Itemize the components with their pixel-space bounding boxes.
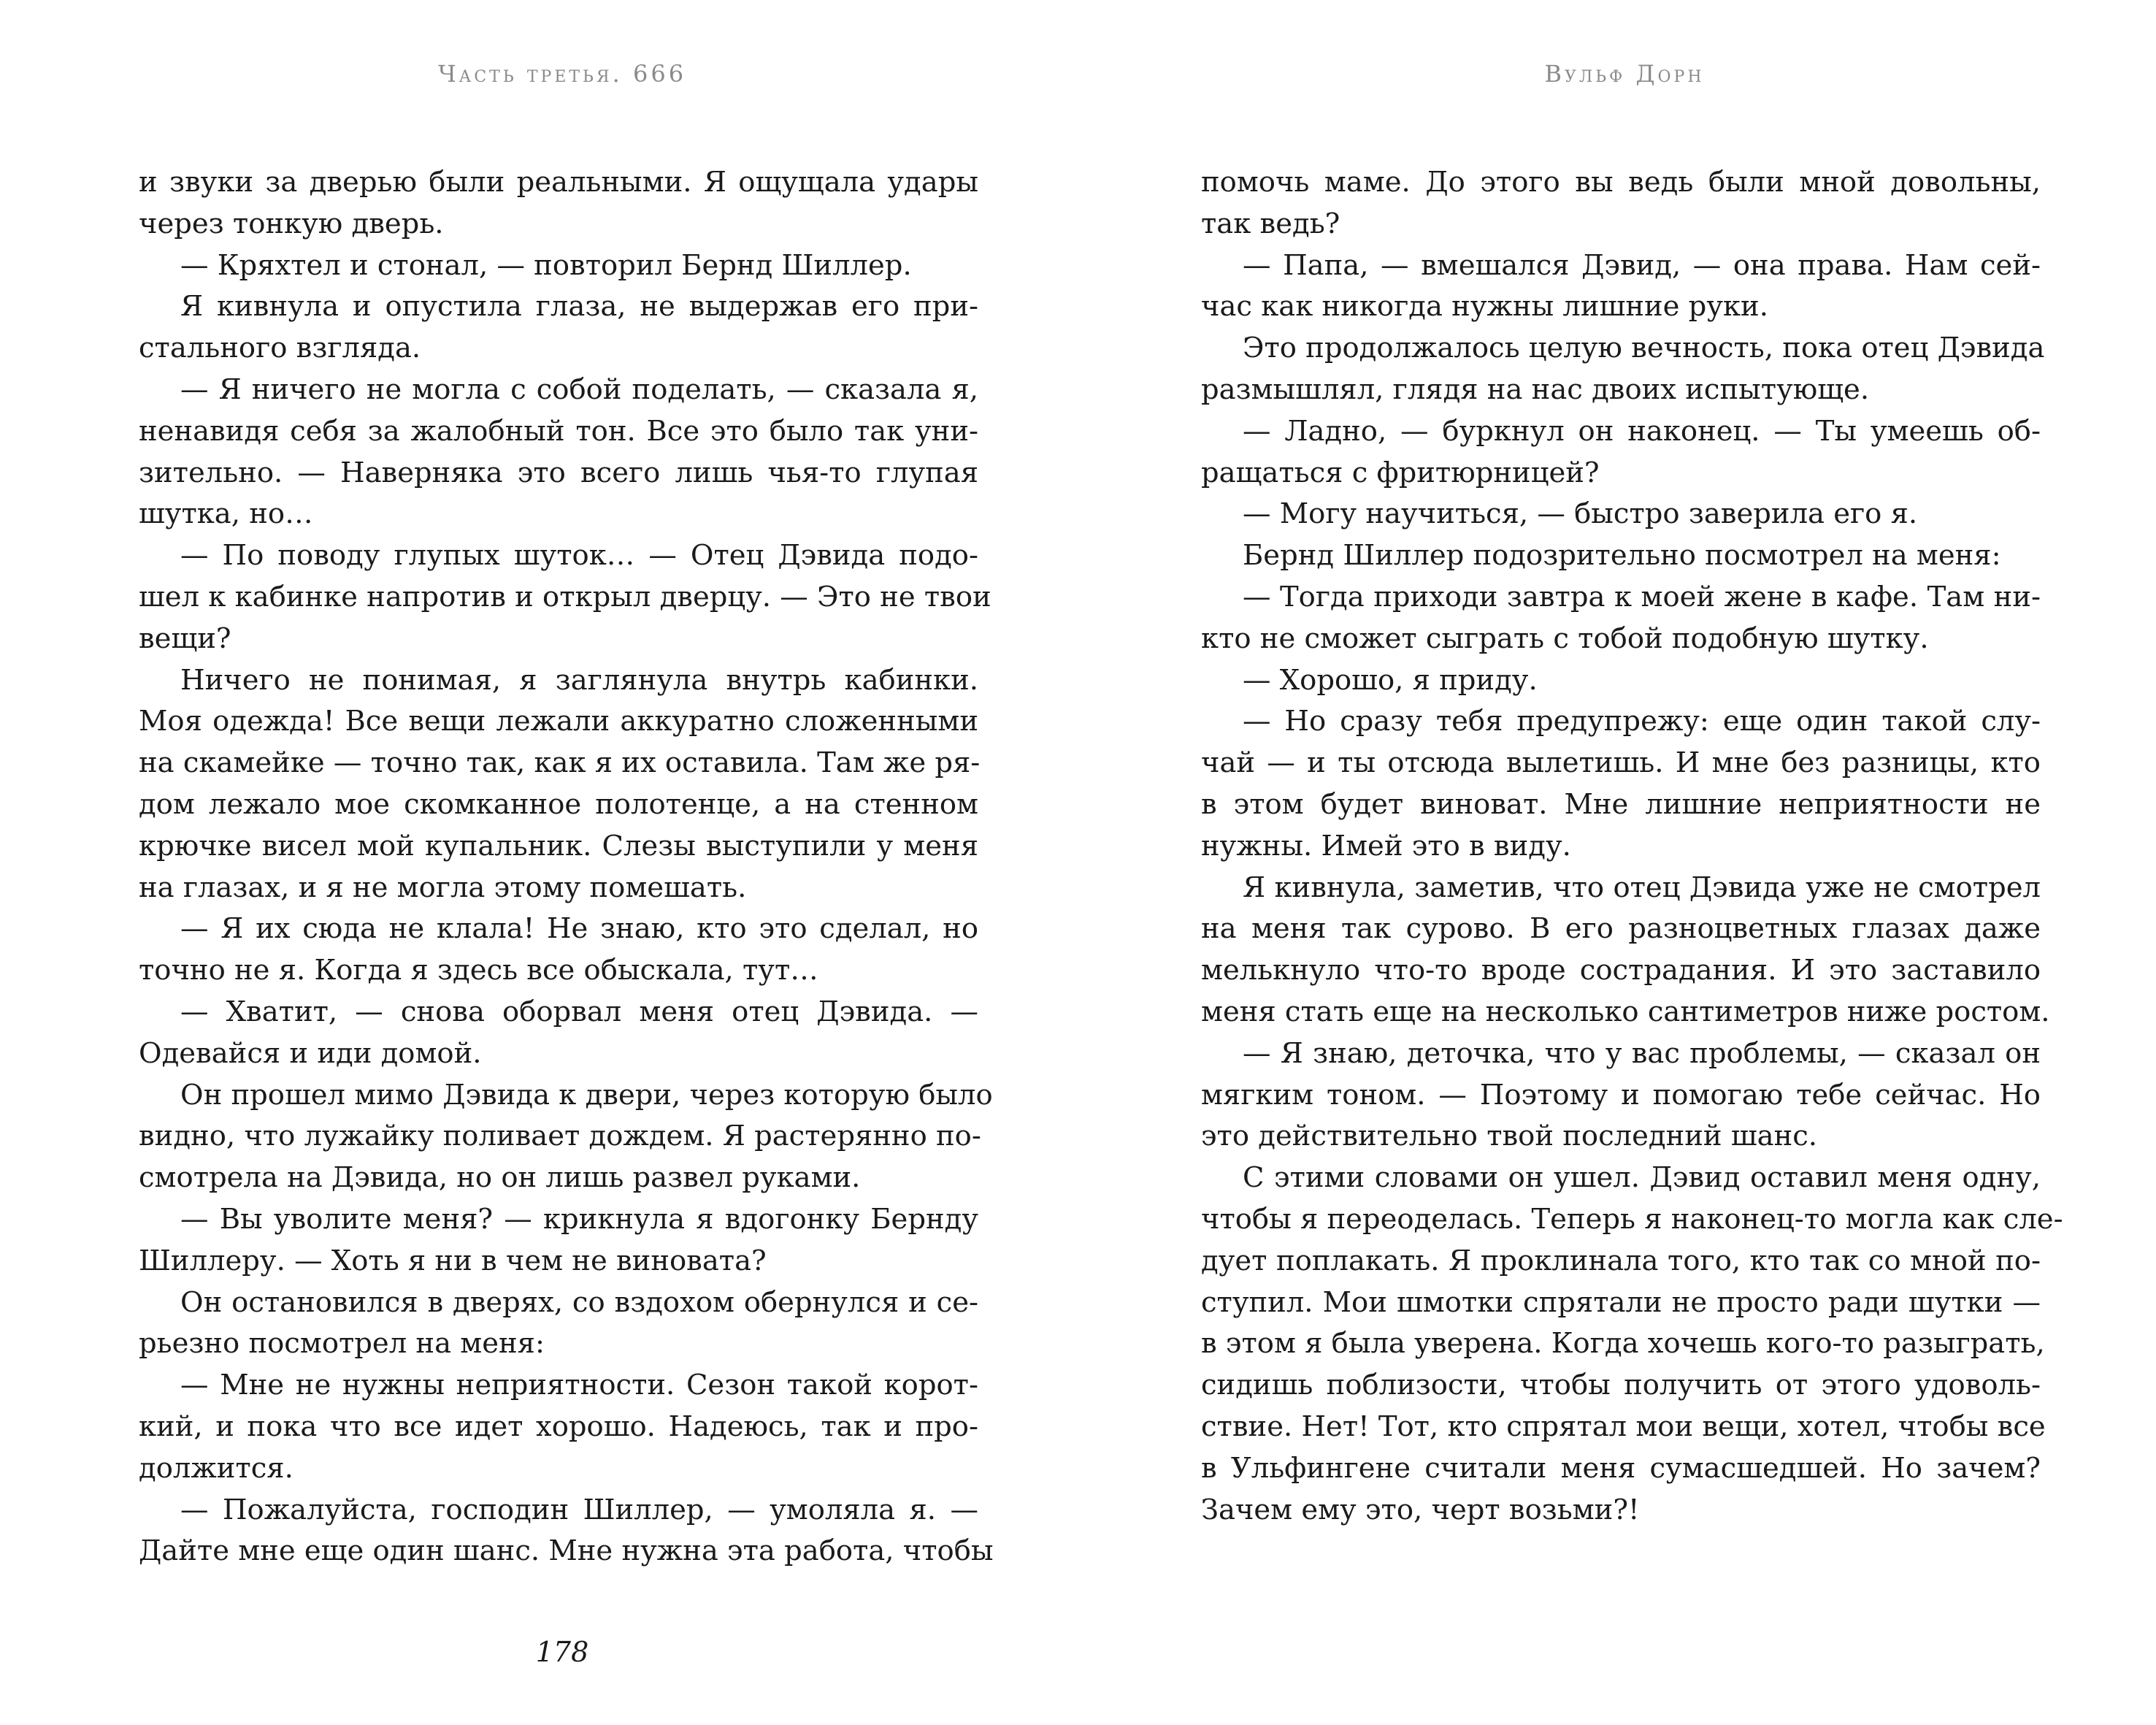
- text-line: через тонкую дверь.: [139, 207, 444, 240]
- text-line: Моя одежда! Все вещи лежали аккуратно сложенными: [139, 705, 978, 738]
- text-line: рьезно посмотрел на меня:: [139, 1327, 545, 1361]
- text-line: — Вы уволите меня? — крикнула я вдогонку Бернду: [180, 1202, 978, 1236]
- text-line: на меня так сурово. В его разноцветных глазах даже: [1201, 912, 2041, 946]
- text-line: Он прошел мимо Дэвида к двери, через которую было: [180, 1078, 993, 1112]
- text-line: — По поводу глупых шуток… — Отец Дэвида подо-: [180, 539, 978, 573]
- text-line: мягким тоном. — Поэтому и помогаю тебе сейчас. Но: [1201, 1078, 2041, 1112]
- text-line: — Я их сюда не клала! Не знаю, кто это сделал, но: [180, 912, 978, 946]
- right-page: [1201, 0, 2063, 1725]
- text-line: кто не сможет сыграть с тобой подобную шутку.: [1201, 621, 1929, 655]
- text-line: и звуки за дверью были реальными. Я ощущала удары: [139, 166, 978, 199]
- text-line: видно, что лужайку поливает дождем. Я растерянно по-: [139, 1120, 981, 1153]
- text-line: — Кряхтел и стонал, — повторил Бернд Шиллер.: [180, 248, 912, 282]
- text-line: так ведь?: [1201, 207, 1340, 240]
- text-line: — Ладно, — буркнул он наконец. — Ты умеешь об-: [1243, 414, 2041, 448]
- page-number: 178: [535, 1636, 589, 1668]
- text-line: на скамейке — точно так, как я их оставила. Там же ря-: [139, 746, 981, 780]
- text-line: шел к кабинке напротив и открыл дверцу. — Это не твои: [139, 580, 991, 613]
- text-line: Одевайся и иди домой.: [139, 1036, 482, 1070]
- text-line: зительно. — Наверняка это всего лишь чья-то глупая: [139, 456, 978, 489]
- text-line: в этом будет виноват. Мне лишние неприятности не: [1201, 787, 2041, 821]
- text-line: — Мне не нужны неприятности. Сезон такой корот-: [180, 1369, 978, 1402]
- text-line: — Хорошо, я приду.: [1243, 663, 1538, 697]
- text-line: Я кивнула и опустила глаза, не выдержав его при-: [180, 290, 978, 324]
- text-line: Зачем ему это, черт возьми?!: [1201, 1493, 1640, 1526]
- text-line: Он остановился в дверях, со вздохом обернулся и се-: [180, 1285, 978, 1319]
- text-line: Бернд Шиллер подозрительно посмотрел на меня:: [1243, 539, 2001, 573]
- text-line: размышлял, глядя на нас двоих испытующе.: [1201, 372, 1870, 406]
- left-page-body: [139, 162, 994, 1572]
- running-head-left: Часть третья. 666: [437, 60, 687, 88]
- text-line: — Тогда приходи завтра к моей жене в кафе. Там ни-: [1243, 580, 2041, 613]
- text-line: Это продолжалось целую вечность, пока отец Дэвида: [1243, 332, 2045, 365]
- text-line: должится.: [139, 1451, 294, 1485]
- text-line: Дайте мне еще один шанс. Мне нужна эта работа, чтобы: [139, 1534, 994, 1568]
- text-line: крючке висел мой купальник. Слезы выступили у меня: [139, 829, 978, 862]
- text-line: чтобы я переоделась. Теперь я наконец-то могла как сле-: [1201, 1202, 2063, 1236]
- text-line: час как никогда нужны лишние руки.: [1201, 290, 1768, 324]
- text-line: на глазах, и я не могла этому помешать.: [139, 871, 747, 904]
- text-line: сидишь поблизости, чтобы получить от этого удоволь-: [1201, 1369, 2041, 1402]
- text-line: чай — и ты отсюда вылетишь. И мне без разницы, кто: [1201, 746, 2041, 780]
- text-line: — Я ничего не могла с собой поделать, — сказала я,: [180, 372, 978, 406]
- text-line: Ничего не понимая, я заглянула внутрь кабинки.: [180, 663, 978, 697]
- running-head-right: Вульф Дорн: [1544, 60, 1705, 88]
- text-line: точно не я. Когда я здесь все обыскала, тут…: [139, 954, 818, 987]
- text-line: смотрела на Дэвида, но он лишь развел руками.: [139, 1161, 861, 1195]
- left-page: [139, 0, 994, 1725]
- text-line: Я кивнула, заметив, что отец Дэвида уже не смотрел: [1243, 871, 2041, 904]
- text-line: кий, и пока что все идет хорошо. Надеюсь, так и про-: [139, 1410, 978, 1443]
- text-line: ненавидя себя за жалобный тон. Все это было так уни-: [139, 414, 978, 448]
- text-line: дом лежало мое скомканное полотенце, а на стенном: [139, 787, 978, 821]
- text-line: в Ульфингене считали меня сумасшедшей. Но зачем?: [1201, 1451, 2041, 1485]
- text-line: Шиллеру. — Хоть я ни в чем не виновата?: [139, 1244, 767, 1277]
- text-line: дует поплакать. Я проклинала того, кто так со мной по-: [1201, 1244, 2041, 1277]
- text-line: мелькнуло что-то вроде сострадания. И это заставило: [1201, 954, 2041, 987]
- text-line: — Папа, — вмешался Дэвид, — она права. Нам сей-: [1243, 248, 2041, 282]
- text-line: стального взгляда.: [139, 332, 421, 365]
- text-line: вещи?: [139, 621, 231, 655]
- text-line: — Я знаю, деточка, что у вас проблемы, — сказал он: [1243, 1036, 2041, 1070]
- text-line: ступил. Мои шмотки спрятали не просто ради шутки —: [1201, 1285, 2041, 1319]
- right-page-body: [1201, 162, 2063, 1531]
- text-line: — Хватит, — снова оборвал меня отец Дэвида. —: [180, 995, 978, 1028]
- text-line: С этими словами он ушел. Дэвид оставил меня одну,: [1243, 1161, 2041, 1195]
- text-line: в этом я была уверена. Когда хочешь кого-то разыграть,: [1201, 1327, 2045, 1361]
- text-line: помочь маме. До этого вы ведь были мной довольны,: [1201, 166, 2041, 199]
- text-line: ращаться с фритюрницей?: [1201, 456, 1600, 489]
- text-line: — Пожалуйста, господин Шиллер, — умоляла я. —: [180, 1493, 978, 1526]
- text-line: это действительно твой последний шанс.: [1201, 1120, 1818, 1153]
- text-line: шутка, но…: [139, 497, 313, 531]
- text-line: нужны. Имей это в виду.: [1201, 829, 1571, 862]
- text-line: — Но сразу тебя предупрежу: еще один такой слу-: [1243, 705, 2041, 738]
- text-line: меня стать еще на несколько сантиметров ниже ростом.: [1201, 995, 2050, 1028]
- text-line: — Могу научиться, — быстро заверила его я.: [1243, 497, 1918, 531]
- text-line: ствие. Нет! Тот, кто спрятал мои вещи, хотел, чтобы все: [1201, 1410, 2046, 1443]
